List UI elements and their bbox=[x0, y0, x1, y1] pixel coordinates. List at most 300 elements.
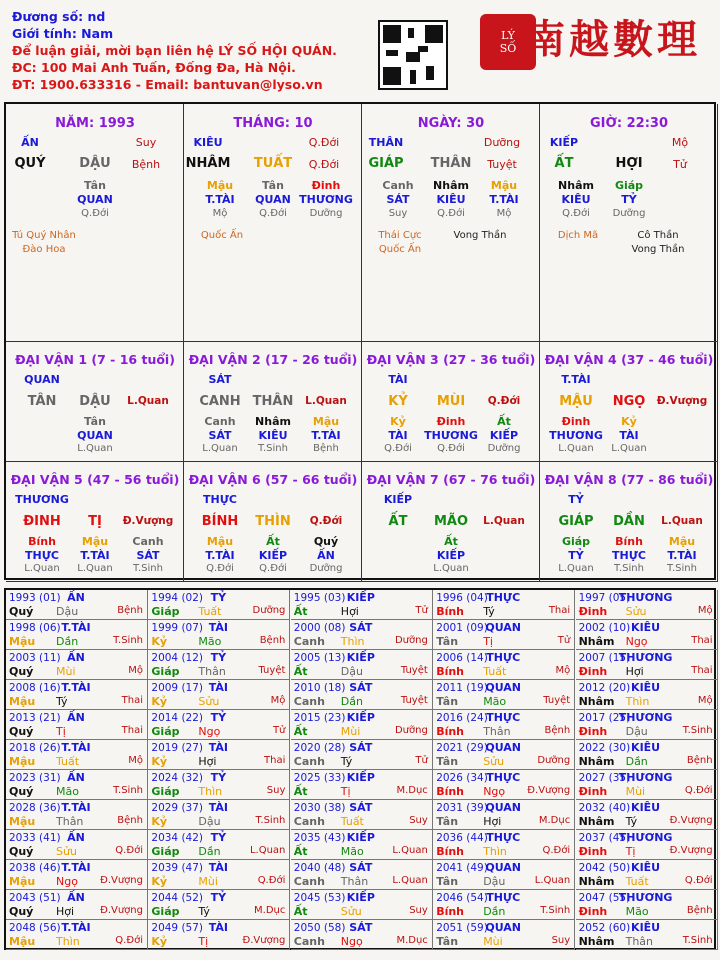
year-cell bbox=[6, 830, 148, 860]
year-stage: T.Sinh bbox=[113, 785, 143, 796]
year-god: QUAN bbox=[485, 861, 522, 874]
dai-van-god: TÀI bbox=[388, 373, 408, 386]
year-stage: T.Sinh bbox=[540, 905, 571, 916]
year-cell bbox=[6, 860, 148, 890]
year-god: KIẾP bbox=[346, 711, 375, 724]
hidden-god: THỰC bbox=[612, 549, 646, 562]
hidden-god: KIẾP bbox=[258, 549, 288, 562]
hidden-stage: L.Quan bbox=[24, 563, 60, 574]
year-stage: Dưỡng bbox=[394, 725, 428, 736]
hidden-stem: Canh bbox=[382, 179, 414, 192]
hidden-stem: Đinh bbox=[311, 179, 341, 192]
year-branch: Thân bbox=[340, 875, 369, 888]
year-god: ẤN bbox=[67, 711, 85, 724]
year-branch: Tị bbox=[340, 785, 351, 798]
year-stage: Bệnh bbox=[117, 605, 143, 616]
year-cell bbox=[6, 890, 148, 920]
dai-van-3 bbox=[362, 342, 540, 462]
year-god: T.TÀI bbox=[61, 741, 91, 754]
year-label: 2039 (47) bbox=[151, 862, 204, 874]
year-stem: Quý bbox=[9, 845, 34, 858]
dai-van-title: ĐẠI VẬN 3 (27 - 36 tuổi) bbox=[366, 352, 536, 367]
dai-van-4 bbox=[540, 342, 718, 462]
hidden-stage: Q.Đới bbox=[562, 208, 590, 219]
year-branch: Mão bbox=[483, 695, 507, 708]
year-stage: Thai bbox=[121, 695, 143, 706]
year-stage: Thai bbox=[121, 725, 143, 736]
year-label: 2004 (12) bbox=[151, 652, 204, 664]
dai-van-god: THỰC bbox=[203, 493, 237, 506]
year-branch: Thìn bbox=[340, 635, 365, 648]
dai-van-title: ĐẠI VẬN 5 (47 - 56 tuổi) bbox=[10, 472, 180, 487]
address: ĐC: 100 Mai Anh Tuấn, Đống Đa, Hà Nội. bbox=[12, 60, 296, 75]
hidden-stem: Nhâm bbox=[433, 179, 469, 192]
year-god: QUAN bbox=[485, 741, 522, 754]
year-stage: Tử bbox=[415, 755, 428, 766]
year-branch: Hợi bbox=[625, 665, 644, 678]
qr-code[interactable] bbox=[378, 20, 448, 90]
year-stage: M.Dục bbox=[538, 815, 571, 826]
year-stage: Mộ bbox=[128, 755, 143, 766]
year-branch: Dậu bbox=[483, 875, 506, 888]
year-god: THỰC bbox=[486, 711, 521, 724]
owner-name: Đương số: nd bbox=[12, 9, 106, 24]
year-stage: Đ.Vượng bbox=[100, 875, 143, 886]
pillar-title: THÁNG: 10 bbox=[233, 116, 313, 131]
pillar-branch-stage: Tử bbox=[673, 158, 687, 171]
year-god: TÀI bbox=[208, 801, 229, 814]
year-label: 2038 (46) bbox=[9, 862, 61, 874]
year-branch: Mùi bbox=[56, 665, 76, 678]
year-god: THƯƠNG bbox=[618, 711, 673, 724]
year-label: 1993 (01) bbox=[9, 592, 61, 604]
year-stage: Đ.Vượng bbox=[527, 785, 571, 796]
chart-grid bbox=[4, 102, 716, 580]
year-stem: Ất bbox=[293, 725, 308, 738]
year-label: 2049 (57) bbox=[151, 922, 204, 934]
star-left: Quốc Ấn bbox=[378, 244, 422, 255]
hidden-stage: Mộ bbox=[212, 208, 228, 219]
hidden-stem: Tân bbox=[262, 179, 284, 192]
year-label: 2040 (48) bbox=[293, 862, 346, 874]
year-branch: Tý bbox=[483, 605, 495, 618]
year-stem: Đinh bbox=[578, 725, 608, 738]
year-god: ẤN bbox=[67, 651, 85, 664]
year-stage: Thai bbox=[691, 635, 713, 646]
year-branch: Dần bbox=[340, 695, 363, 708]
year-branch: Thân bbox=[483, 725, 511, 738]
hidden-stem: Canh bbox=[132, 535, 164, 548]
year-branch: Tý bbox=[198, 905, 210, 918]
dai-van-god: QUAN bbox=[24, 373, 60, 386]
year-branch: Tị bbox=[56, 725, 66, 738]
year-branch: Thìn bbox=[483, 845, 507, 858]
year-label: 2034 (42) bbox=[151, 832, 204, 844]
hidden-god: T.TÀI bbox=[311, 429, 341, 442]
year-god: T.TÀI bbox=[61, 861, 91, 874]
year-branch: Dần bbox=[483, 905, 506, 918]
year-god: ẤN bbox=[67, 771, 85, 784]
year-cell bbox=[576, 680, 718, 710]
year-label: 2011 (19) bbox=[436, 682, 488, 694]
year-god: TỶ bbox=[210, 711, 227, 724]
pillar-stem-stage: Q.Đới bbox=[308, 136, 340, 149]
year-god: KIÊU bbox=[631, 861, 661, 874]
year-god: TỶ bbox=[210, 891, 227, 904]
year-stage: Mộ bbox=[697, 605, 713, 616]
pillar-stem-god: KIÊU bbox=[193, 136, 223, 149]
year-stem: Mậu bbox=[9, 695, 36, 708]
year-stem: Tân bbox=[436, 815, 459, 828]
year-branch: Thìn bbox=[625, 695, 650, 708]
year-branch: Hợi bbox=[56, 905, 75, 918]
year-branch: Sửu bbox=[340, 905, 362, 918]
year-cell bbox=[433, 770, 575, 800]
year-stage: Dưỡng bbox=[537, 755, 571, 766]
year-god: SÁT bbox=[349, 861, 373, 874]
pillar-stem: QUÝ bbox=[14, 156, 46, 171]
hidden-god: KIÊU bbox=[258, 429, 288, 442]
year-branch: Mùi bbox=[625, 785, 646, 798]
year-god: THỰC bbox=[486, 651, 521, 664]
pillar-stem-stage: Mộ bbox=[671, 136, 689, 149]
hidden-stage: T.Sinh bbox=[667, 563, 697, 574]
year-cell bbox=[576, 770, 718, 800]
year-god: KIÊU bbox=[631, 741, 661, 754]
year-god: T.TÀI bbox=[61, 801, 91, 814]
dai-van-stem: MẬU bbox=[559, 394, 593, 409]
year-stage: Q.Đới bbox=[684, 875, 713, 886]
year-label: 1995 (03) bbox=[293, 592, 346, 604]
red-seal-logo: LÝ SỐ bbox=[480, 14, 536, 70]
hidden-stage: Q.Đới bbox=[437, 443, 465, 454]
year-branch: Thìn bbox=[198, 785, 223, 798]
hidden-god: T.TÀI bbox=[80, 549, 110, 562]
dai-van-stage: Đ.Vượng bbox=[656, 395, 708, 407]
year-stage: Đ.Vượng bbox=[669, 845, 713, 856]
hidden-god: T.TÀI bbox=[667, 549, 697, 562]
year-stage: Đ.Vượng bbox=[242, 935, 286, 946]
year-stem: Nhâm bbox=[578, 755, 615, 768]
year-cell bbox=[148, 770, 290, 800]
hidden-stem: Giáp bbox=[614, 179, 644, 192]
year-cell bbox=[433, 620, 575, 650]
year-stem: Kỷ bbox=[151, 695, 168, 708]
hidden-god: KIÊU bbox=[561, 193, 591, 206]
gender: Giới tính: Nam bbox=[12, 26, 114, 41]
year-god: TÀI bbox=[208, 741, 229, 754]
dai-van-stage: L.Quan bbox=[661, 515, 703, 527]
year-label: 2008 (16) bbox=[9, 682, 61, 694]
year-god: THƯƠNG bbox=[618, 771, 673, 784]
year-label: 2019 (27) bbox=[151, 742, 204, 754]
year-cell bbox=[148, 860, 290, 890]
pillar-title: NGÀY: 30 bbox=[417, 116, 485, 131]
year-stem: Giáp bbox=[151, 725, 180, 738]
year-branch: Ngọ bbox=[56, 875, 78, 888]
year-branch: Dần bbox=[198, 845, 221, 858]
year-stem: Mậu bbox=[9, 815, 36, 828]
year-stage: Suy bbox=[409, 815, 428, 826]
year-stage: Mộ bbox=[128, 665, 143, 676]
year-branch: Hợi bbox=[340, 605, 359, 618]
dai-van-7 bbox=[362, 462, 540, 582]
year-stem: Tân bbox=[436, 875, 459, 888]
year-branch: Sửu bbox=[625, 605, 647, 618]
pillar-branch: TUẤT bbox=[253, 156, 293, 171]
year-branch: Thân bbox=[56, 815, 84, 828]
year-stage: Bệnh bbox=[686, 905, 713, 916]
year-god: THỰC bbox=[486, 831, 521, 844]
year-branch: Dần bbox=[625, 755, 648, 768]
year-cell bbox=[6, 770, 148, 800]
year-stem: Nhâm bbox=[578, 635, 615, 648]
year-stage: M.Dục bbox=[254, 905, 286, 916]
year-label: 2044 (52) bbox=[151, 892, 204, 904]
year-label: 2032 (40) bbox=[578, 802, 631, 814]
year-branch: Mão bbox=[56, 785, 79, 798]
year-cell bbox=[6, 680, 148, 710]
pillar-stem: GIÁP bbox=[368, 156, 404, 171]
year-stem: Mậu bbox=[9, 935, 36, 948]
star-left: Quốc Ấn bbox=[200, 230, 244, 241]
hidden-stem: Mậu bbox=[312, 415, 340, 428]
year-cell bbox=[576, 890, 718, 920]
hidden-stem: Ất bbox=[444, 535, 458, 548]
year-stage: Mộ bbox=[555, 665, 571, 676]
year-stem: Canh bbox=[293, 875, 325, 888]
hidden-god: TỶ bbox=[621, 193, 637, 206]
pillar-stem-stage: Suy bbox=[135, 136, 157, 149]
year-god: ẤN bbox=[67, 831, 85, 844]
year-stage: Tuyệt bbox=[258, 665, 286, 676]
pillar-title: NĂM: 1993 bbox=[55, 116, 135, 131]
pillar-branch-stage: Tuyệt bbox=[487, 158, 517, 171]
hidden-stem: Bính bbox=[615, 535, 643, 548]
year-cell bbox=[576, 740, 718, 770]
year-cell bbox=[148, 680, 290, 710]
year-label: 2018 (26) bbox=[9, 742, 61, 754]
year-branch: Sửu bbox=[56, 845, 77, 858]
year-branch: Thân bbox=[198, 665, 226, 678]
hidden-stage: Mộ bbox=[496, 208, 512, 219]
year-god: QUAN bbox=[485, 621, 522, 634]
hidden-stage: L.Quan bbox=[77, 443, 113, 454]
hidden-god: KIẾP bbox=[489, 429, 519, 442]
hidden-stage: Q.Đới bbox=[259, 208, 287, 219]
year-cell bbox=[6, 920, 148, 950]
year-branch: Hợi bbox=[483, 815, 502, 828]
year-god: THƯƠNG bbox=[618, 591, 673, 604]
year-stage: Tử bbox=[557, 635, 571, 646]
year-god: THỰC bbox=[486, 771, 521, 784]
year-stem: Quý bbox=[9, 725, 34, 738]
dai-van-branch: NGỌ bbox=[612, 394, 646, 409]
year-label: 1999 (07) bbox=[151, 622, 204, 634]
year-god: TỶ bbox=[210, 591, 227, 604]
hidden-stem: Mậu bbox=[206, 179, 234, 192]
year-cell bbox=[291, 710, 433, 740]
phone-email: ĐT: 1900.633316 - Email: bantuvan@lyso.vn bbox=[12, 77, 323, 92]
year-cell bbox=[291, 830, 433, 860]
contact-note: Để luận giải, mời bạn liên hệ LÝ SỐ HỘI QUÁN. bbox=[12, 43, 337, 58]
dai-van-god: KIẾP bbox=[383, 493, 413, 506]
hidden-stem: Bính bbox=[28, 535, 56, 548]
year-label: 2043 (51) bbox=[9, 892, 61, 904]
year-label: 2047 (55) bbox=[578, 892, 631, 904]
year-stem: Tân bbox=[436, 635, 459, 648]
year-branch: Mùi bbox=[198, 875, 218, 888]
year-cell bbox=[291, 740, 433, 770]
year-label: 2012 (20) bbox=[578, 682, 631, 694]
year-branch: Ngọ bbox=[198, 725, 221, 738]
star-left: Đào Hoa bbox=[22, 244, 66, 255]
hidden-stage: L.Quan bbox=[433, 563, 469, 574]
year-stem: Giáp bbox=[151, 785, 180, 798]
year-god: TÀI bbox=[208, 921, 229, 934]
year-branch: Tý bbox=[625, 815, 638, 828]
year-god: THƯƠNG bbox=[618, 651, 673, 664]
year-cell bbox=[433, 830, 575, 860]
year-cell bbox=[433, 740, 575, 770]
year-branch: Thân bbox=[625, 935, 653, 948]
year-branch: Tuất bbox=[340, 815, 364, 828]
star-left: Thái Cực bbox=[378, 230, 422, 241]
year-stem: Kỷ bbox=[151, 875, 168, 888]
year-god: QUAN bbox=[485, 921, 522, 934]
year-cell bbox=[433, 710, 575, 740]
dai-van-branch: DẦN bbox=[613, 514, 645, 529]
hidden-stage: Dưỡng bbox=[487, 443, 521, 454]
year-stem: Bính bbox=[436, 665, 465, 678]
year-stage: T.Sinh bbox=[113, 635, 143, 646]
hidden-god: T.TÀI bbox=[205, 549, 235, 562]
year-label: 2026 (34) bbox=[436, 772, 488, 784]
year-stem: Quý bbox=[9, 605, 34, 618]
year-cell bbox=[291, 590, 433, 620]
year-god: THỰC bbox=[486, 591, 521, 604]
year-branch: Tuất bbox=[198, 605, 222, 618]
year-cell bbox=[291, 800, 433, 830]
year-label: 2017 (25) bbox=[578, 712, 631, 724]
year-stem: Tân bbox=[436, 935, 459, 948]
year-stem: Canh bbox=[293, 815, 325, 828]
year-god: QUAN bbox=[485, 801, 522, 814]
year-cell bbox=[576, 590, 718, 620]
hidden-god: TỶ bbox=[568, 549, 584, 562]
dai-van-branch: THÂN bbox=[252, 394, 294, 409]
year-cell bbox=[291, 860, 433, 890]
year-branch: Sửu bbox=[483, 755, 505, 768]
year-stem: Canh bbox=[293, 755, 325, 768]
year-stem: Mậu bbox=[9, 755, 36, 768]
year-stage: Đ.Vượng bbox=[100, 905, 143, 916]
year-label: 2002 (10) bbox=[578, 622, 631, 634]
year-god: T.TÀI bbox=[61, 921, 91, 934]
dai-van-5 bbox=[6, 462, 184, 582]
hidden-god: SÁT bbox=[386, 193, 410, 206]
hidden-stage: L.Quan bbox=[77, 563, 113, 574]
hidden-stem: Tân bbox=[84, 179, 106, 192]
year-stem: Ất bbox=[293, 905, 308, 918]
pillar-branch: DẬU bbox=[79, 156, 111, 171]
hidden-stage: Dưỡng bbox=[309, 563, 343, 574]
hidden-stem: Quý bbox=[313, 535, 339, 548]
year-stage: Q.Đới bbox=[115, 935, 143, 946]
year-branch: Tý bbox=[340, 755, 353, 768]
year-stage: Tử bbox=[415, 605, 428, 616]
hidden-stage: Bệnh bbox=[313, 443, 339, 454]
year-stage: T.Sinh bbox=[255, 815, 286, 826]
year-stage: T.Sinh bbox=[682, 935, 713, 946]
year-stage: Suy bbox=[409, 905, 428, 916]
year-stage: Q.Đới bbox=[115, 845, 143, 856]
dai-van-title: ĐẠI VẬN 1 (7 - 16 tuổi) bbox=[15, 352, 175, 367]
year-stem: Đinh bbox=[578, 785, 608, 798]
year-god: T.TÀI bbox=[61, 681, 91, 694]
year-stage: Dưỡng bbox=[394, 635, 428, 646]
year-stage: Thai bbox=[691, 665, 713, 676]
year-stem: Đinh bbox=[578, 665, 608, 678]
year-branch: Thìn bbox=[56, 935, 80, 948]
pillar-stem-god: THÂN bbox=[368, 136, 404, 149]
year-god: KIÊU bbox=[631, 621, 661, 634]
pillar-branch: HỢI bbox=[615, 156, 643, 171]
dai-van-stage: L.Quan bbox=[305, 395, 347, 407]
year-cell bbox=[291, 890, 433, 920]
hidden-god: T.TÀI bbox=[489, 193, 519, 206]
year-stage: Đ.Vượng bbox=[669, 815, 713, 826]
year-god: QUAN bbox=[485, 681, 522, 694]
year-branch: Mùi bbox=[340, 725, 361, 738]
hidden-stage: Q.Đới bbox=[437, 208, 465, 219]
dai-van-stem: KỶ bbox=[388, 394, 408, 409]
year-label: 2037 (45) bbox=[578, 832, 631, 844]
hidden-god: TÀI bbox=[388, 429, 408, 442]
dai-van-stage: L.Quan bbox=[483, 515, 525, 527]
year-branch: Tuất bbox=[483, 665, 507, 678]
year-stem: Nhâm bbox=[578, 815, 615, 828]
year-label: 2027 (35) bbox=[578, 772, 631, 784]
dai-van-branch: DẬU bbox=[79, 394, 111, 409]
year-cell bbox=[433, 860, 575, 890]
year-branch: Dậu bbox=[56, 605, 79, 618]
brand-calligraphy: 南越數理 bbox=[525, 16, 703, 63]
year-cell bbox=[433, 650, 575, 680]
year-god: SÁT bbox=[349, 801, 373, 814]
year-stem: Ất bbox=[293, 665, 308, 678]
year-stem: Quý bbox=[9, 785, 34, 798]
year-label: 2048 (56) bbox=[9, 922, 61, 934]
year-label: 2009 (17) bbox=[151, 682, 204, 694]
dai-van-stem: BÍNH bbox=[201, 514, 239, 529]
year-cell bbox=[6, 800, 148, 830]
year-stem: Quý bbox=[9, 665, 34, 678]
hidden-stage: L.Quan bbox=[611, 443, 647, 454]
year-cell bbox=[576, 830, 718, 860]
year-god: THƯƠNG bbox=[618, 891, 673, 904]
year-label: 2007 (15) bbox=[578, 652, 631, 664]
year-cell bbox=[433, 590, 575, 620]
hidden-god: KIẾP bbox=[436, 549, 466, 562]
year-god: TỶ bbox=[210, 831, 227, 844]
hidden-stem: Mậu bbox=[81, 535, 109, 548]
year-stem: Bính bbox=[436, 785, 465, 798]
year-stem: Ất bbox=[293, 845, 308, 858]
year-god: TÀI bbox=[208, 681, 229, 694]
year-god: SÁT bbox=[349, 921, 373, 934]
year-stage: Tử bbox=[272, 725, 286, 736]
